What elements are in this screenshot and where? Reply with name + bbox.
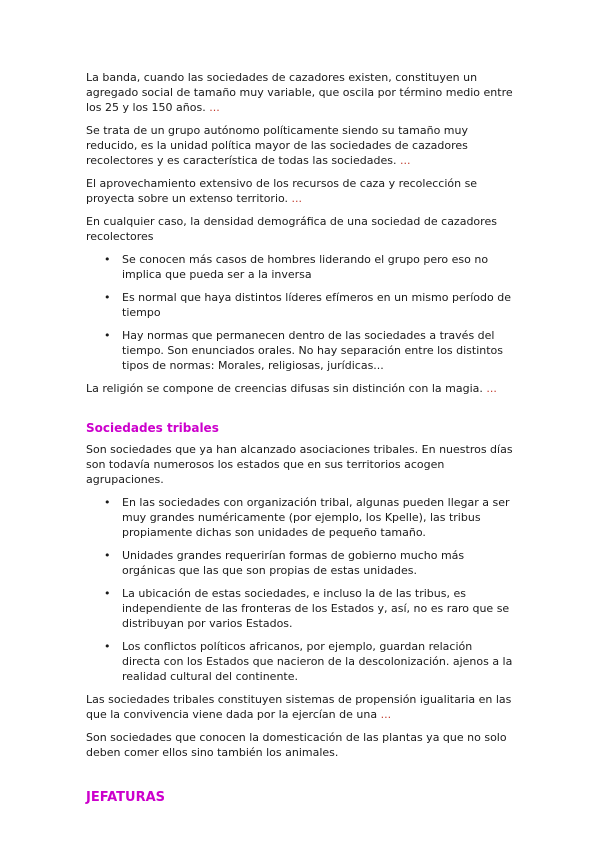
ellipsis-link[interactable]: ... (291, 192, 303, 205)
bullet-icon: • (104, 291, 111, 304)
list-item (86, 548, 513, 578)
bullet-icon: • (104, 253, 111, 266)
paragraph-text: El aprovechamiento extensivo de los recursos de caza y recolección se proyecta sobre un extenso territorio. (86, 177, 478, 205)
list-item-text: La ubicación de estas sociedades, e incluso la de las tribus, es independiente de las fronteras de los Estados y, así, no es raro que se distribuyan por varios Estados. (122, 587, 510, 630)
paragraph-text: La banda, cuando las sociedades de cazadores existen, constituyen un agregado social de tamaño muy variable, que oscila por término medio entre los 25 y los 150 años. (86, 71, 513, 114)
bullet-list-tribales (86, 495, 513, 684)
list-item (86, 328, 513, 373)
bullet-icon: • (104, 587, 111, 600)
paragraph-text: Se trata de un grupo autónomo políticamente siendo su tamaño muy reducido, es la unidad política mayor de las sociedades de cazadores recolectores y es característica de todas las sociedades. (86, 124, 468, 167)
paragraph-banda (86, 70, 513, 115)
heading-jefaturas: JEFATURAS (86, 790, 166, 805)
paragraph-tribales-intro: Son sociedades que ya han alcanzado asociaciones tribales. En nuestros días son todavía numerosos los estados que en sus territorios acogen agrupaciones. (86, 443, 513, 486)
paragraph-religion (86, 381, 513, 396)
list-item (86, 252, 513, 282)
paragraph-domesticacion: Son sociedades que conocen la domesticación de las plantas ya que no solo deben comer ellos sino también los animales. (86, 731, 507, 759)
list-item-text: Unidades grandes requerirían formas de gobierno mucho más orgánicas que las que son propias de estas unidades. (122, 549, 465, 577)
ellipsis-link[interactable]: ... (486, 382, 497, 395)
paragraph-igualitaria (86, 692, 513, 722)
paragraph-aprovechamiento (86, 176, 513, 206)
list-item-text: Se conocen más casos de hombres liderando el grupo pero eso no implica que pueda ser a la inversa (122, 253, 489, 281)
paragraph-grupo-autonomo (86, 123, 513, 168)
ellipsis-link[interactable]: ... (380, 708, 392, 721)
list-item-text: Hay normas que permanecen dentro de las sociedades a través del tiempo. Son enunciados orales. No hay separación entre los distintos tipos de normas: Morales, religiosas, jurídicas... (122, 329, 504, 372)
ellipsis-link[interactable]: ... (399, 154, 411, 167)
list-item (86, 290, 513, 320)
paragraph-text: Las sociedades tribales constituyen sistemas de propensión igualitaria en las que la convivencia viene dada por la ejercían de una (86, 693, 512, 721)
bullet-icon: • (104, 496, 111, 509)
heading-sociedades-tribales: Sociedades tribales (86, 421, 219, 435)
list-item (86, 495, 513, 540)
list-item-text: Los conflictos políticos africanos, por ejemplo, guardan relación directa con los Estados que nacieron de la descolonización. ajenos a la realidad cultural del continente. (122, 640, 513, 683)
list-item (86, 639, 513, 684)
ellipsis-link[interactable]: ... (209, 101, 220, 114)
paragraph-text: La religión se compone de creencias difusas sin distinción con la magia. (86, 382, 483, 395)
bullet-icon: • (104, 640, 111, 653)
paragraph-densidad: En cualquier caso, la densidad demográfica de una sociedad de cazadores recolectores (86, 215, 497, 243)
list-item (86, 586, 513, 631)
list-item-text: En las sociedades con organización tribal, algunas pueden llegar a ser muy grandes numéricamente (por ejemplo, los Kpelle), las tribus propiamente dichas son unidades de pequeño tamaño. (122, 496, 510, 539)
bullet-icon: • (104, 329, 111, 342)
list-item-text: Es normal que haya distintos líderes efímeros en un mismo período de tiempo (122, 291, 511, 319)
bullet-icon: • (104, 549, 111, 562)
bullet-list-cazadores (86, 252, 513, 373)
